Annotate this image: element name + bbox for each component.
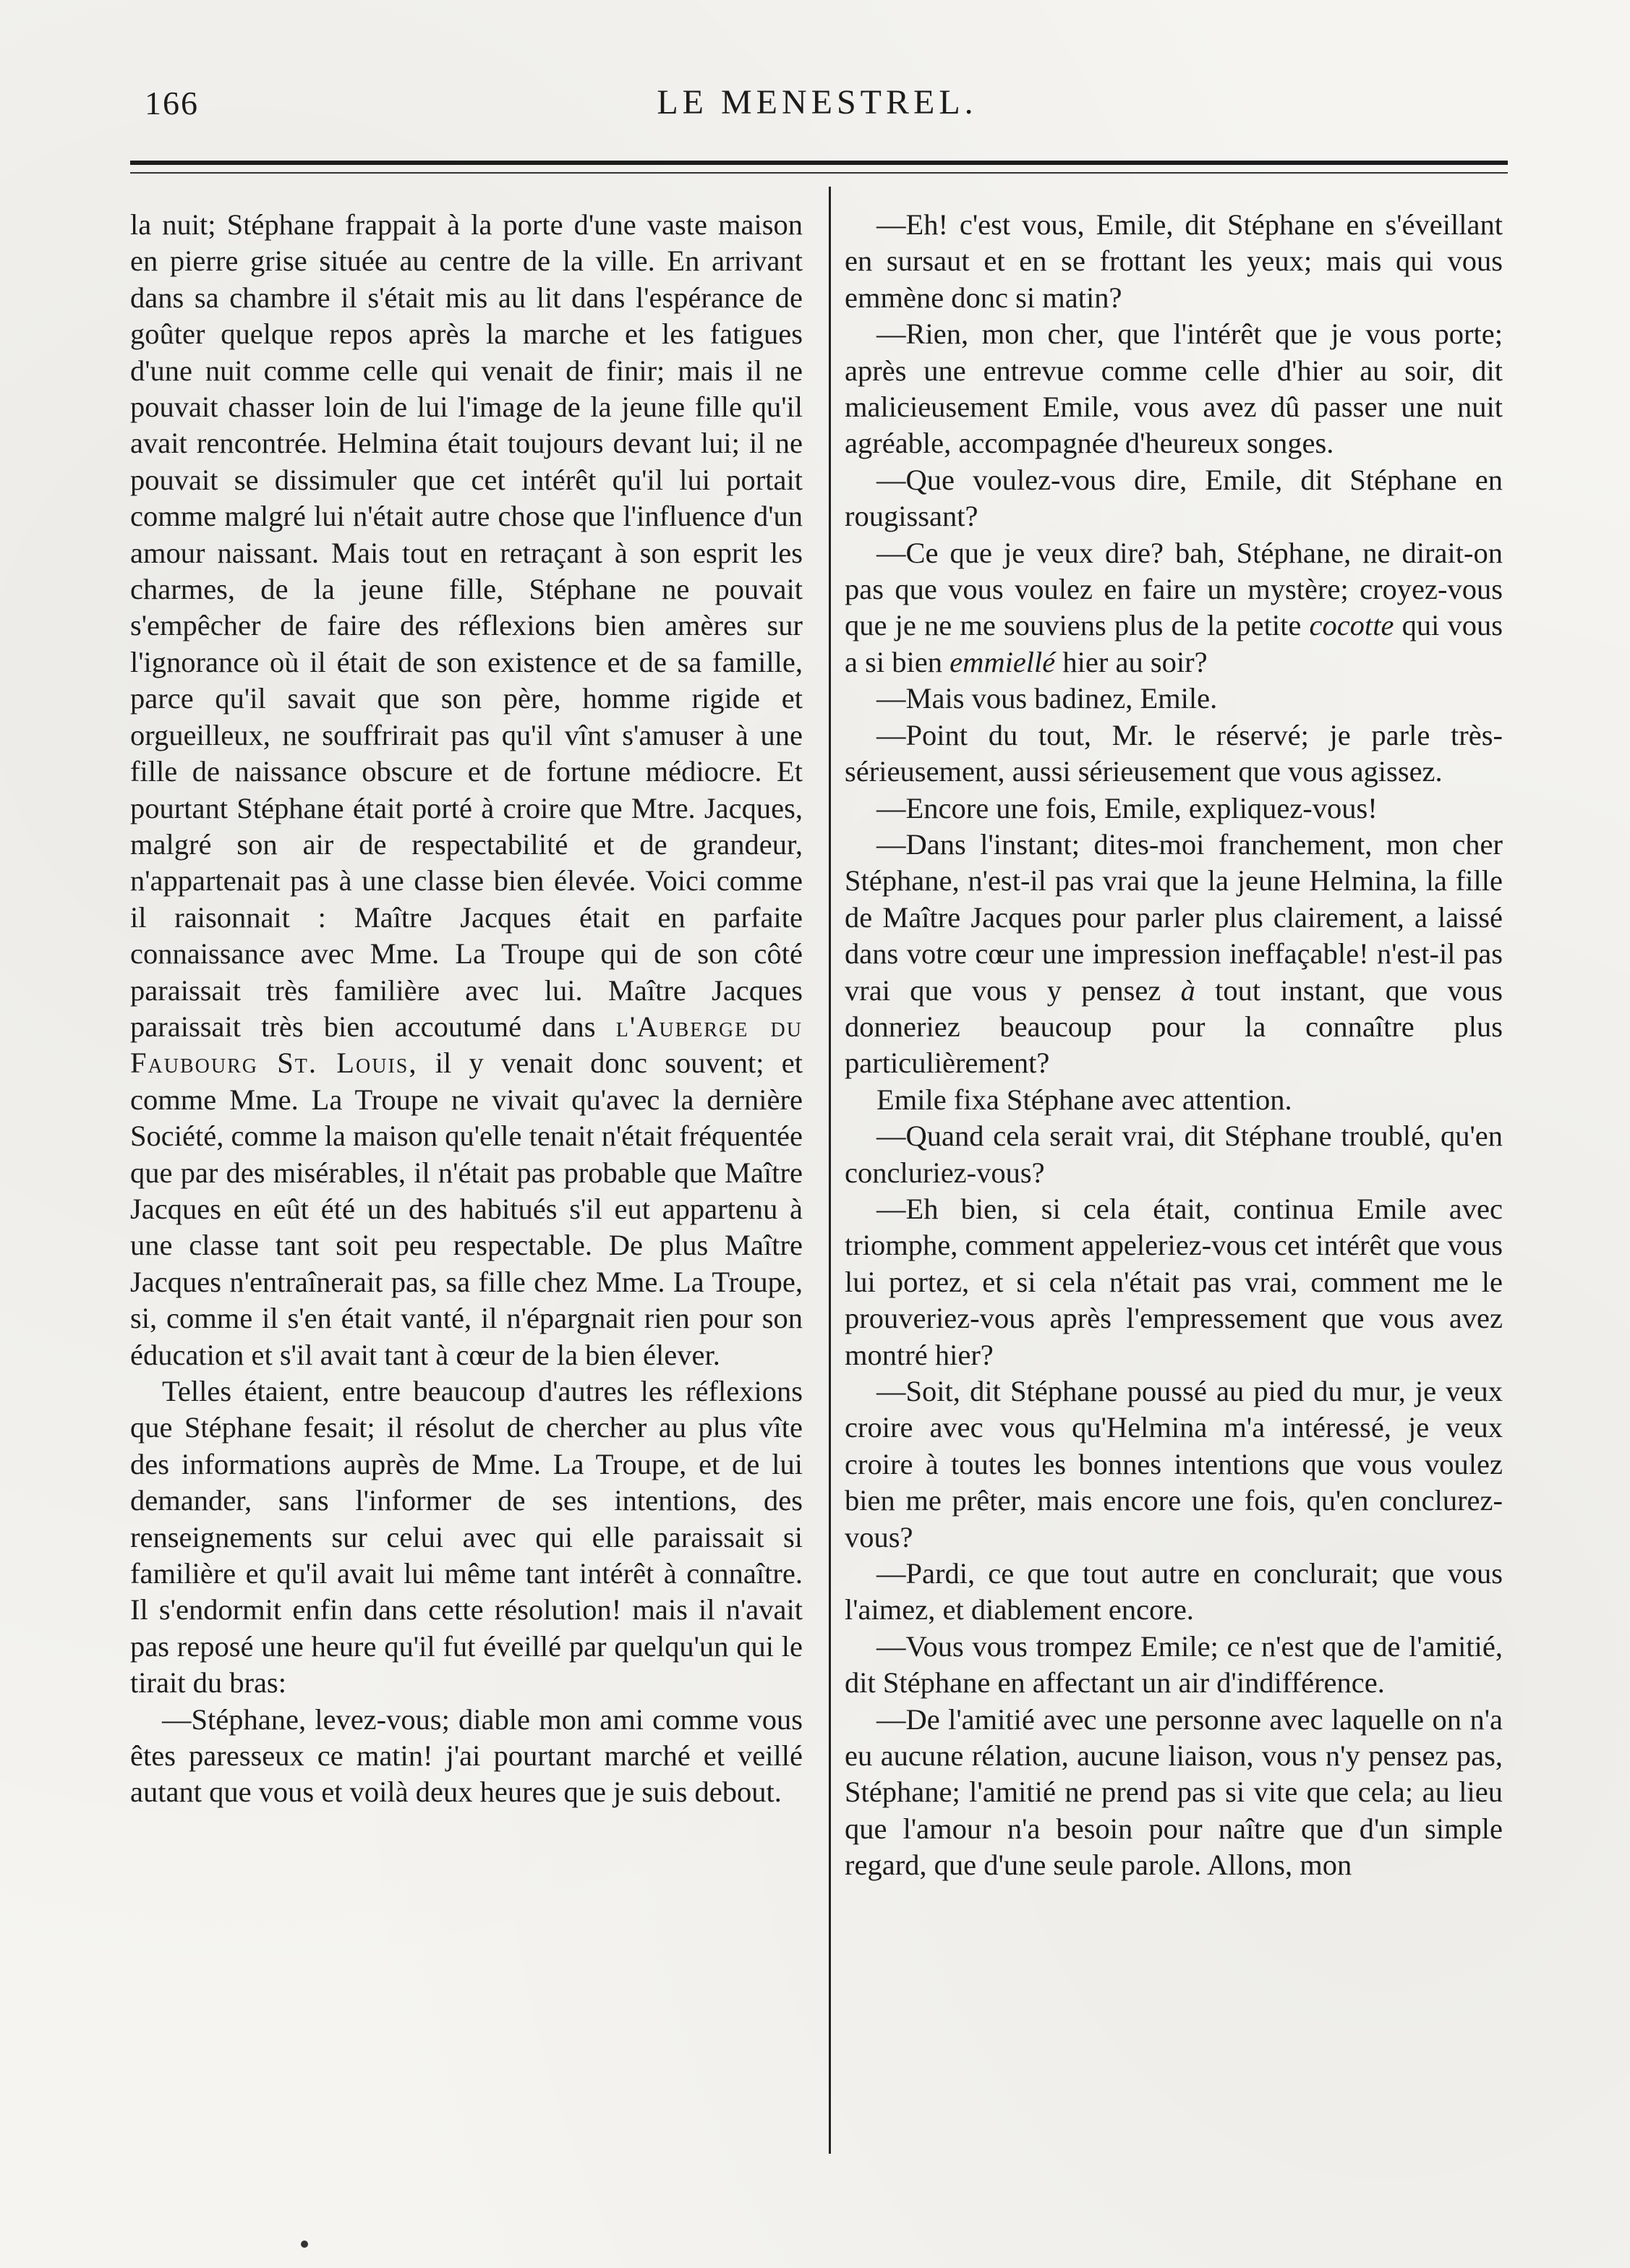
right-paragraph-13: —Pardi, ce que tout autre en conclurait; que vous l'aimez, et diablement encore. — [845, 1557, 1503, 1627]
right-paragraph-15: —De l'amitié avec une personne avec laquelle on n'a eu aucune rélation, aucune liaison, vous n'y pensez pas, Stéphane; l'amitié ne prend pas si vite que cela; au lieu que l'amour n'a besoin pour naître que d'un simple regard, que d'une seule parole. Allons, mon — [845, 1702, 1503, 1882]
right-paragraph-3: —Que voulez-vous dire, Emile, dit Stéphane en rougissant? — [845, 463, 1503, 533]
right-paragraph-4-a: —Ce que je veux dire? bah, Stéphane, ne dirait-on pas que vous voulez en faire un mystère; croyez-vous que je ne me souviens plus de la petite — [845, 536, 1503, 642]
inn-name: l'Auberge du Faubourg St. Louis, — [130, 1010, 803, 1080]
right-paragraph-9: Emile fixa Stéphane avec attention. — [876, 1083, 1292, 1116]
right-paragraph-4-italic-1: cocotte — [1309, 609, 1394, 642]
header-rule-thin — [130, 172, 1508, 174]
right-paragraph-8-a: —Dans l'instant; dites-moi franchement, mon cher Stéphane, n'est-il pas vrai que la jeune Helmina, la fille de Maître Jacques pour parler plus clairement, a laissé dans votre cœur une impression ineffaçable! n'est-il pas vrai que vous y pensez — [845, 827, 1503, 1007]
column-divider — [829, 187, 831, 2154]
left-column — [130, 207, 803, 1811]
running-title: LE MENESTREL. — [657, 83, 978, 122]
left-paragraph-2: Telles étaient, entre beaucoup d'autres les réflexions que Stéphane fesait; il résolut de chercher au plus vîte des informations auprès de Mme. La Troupe, et de lui demander, sans l'informer de ses intentions, des renseignements sur celui avec qui elle paraissait si familière et qu'il avait lui même tant intérêt à connaître. Il s'endormit enfin dans cette résolution! mais il n'avait pas reposé une heure qu'il fut éveillé par quelqu'un qui le tirait du bras: — [130, 1375, 803, 1700]
right-paragraph-6: —Point du tout, Mr. le réservé; je parle très-sérieusement, aussi sérieusement que vous agissez. — [845, 718, 1503, 788]
right-paragraph-4-italic-2: emmiellé — [950, 645, 1056, 678]
page-header — [130, 78, 1504, 136]
right-paragraph-4-c: hier au soir? — [1062, 645, 1208, 678]
right-paragraph-4-b: qui vous a si bien — [845, 609, 1503, 678]
right-paragraph-1: —Eh! c'est vous, Emile, dit Stéphane en s'éveillant en sursaut et en se frottant les yeux; mais qui vous emmène donc si matin? — [845, 208, 1503, 314]
right-column — [845, 207, 1503, 1884]
right-paragraph-2: —Rien, mon cher, que l'intérêt que je vous porte; après une entrevue comme celle d'hier au soir, dit malicieusement Emile, vous avez dû passer une nuit agréable, accompagnée d'heureux songes. — [845, 317, 1503, 460]
left-paragraph-1 — [130, 207, 803, 1373]
right-paragraph-8 — [845, 827, 1503, 1082]
right-paragraph-8-italic: à — [1180, 973, 1195, 1007]
ink-speck — [301, 2241, 308, 2248]
right-paragraph-11: —Eh bien, si cela était, continua Emile avec triomphe, comment appeleriez-vous cet intérêt que vous lui portez, et si cela n'était pas vrai, comment me le prouveriez-vous après l'empressement que vous avez montré hier? — [845, 1192, 1503, 1371]
right-paragraph-12: —Soit, dit Stéphane poussé au pied du mur, je veux croire avec vous qu'Helmina m'a intéressé, je veux croire à toutes les bonnes intentions que vous voulez bien me prêter, mais encore une fois, qu'en conclurez-vous? — [845, 1375, 1503, 1553]
right-paragraph-7: —Encore une fois, Emile, expliquez-vous! — [876, 791, 1378, 824]
right-paragraph-4 — [845, 535, 1503, 681]
left-paragraph-1-end: il y venait donc souvent; et comme Mme. La Troupe ne vivait qu'avec la dernière Société, comme la maison qu'elle tenait n'était fréquentée que par des misérables, il n'était pas probable que Maître Jacques en eût été un des habitués s'il eut appartenu à une classe tant soit peu respectable. De plus Maître Jacques n'entraînerait pas, sa fille chez Mme. La Troupe, si, comme il s'en était vanté, il n'épargnait rien pour son éducation et s'il avait tant à cœur de la bien élever. — [130, 1046, 803, 1371]
right-paragraph-10: —Quand cela serait vrai, dit Stéphane troublé, qu'en concluriez-vous? — [845, 1120, 1503, 1189]
left-paragraph-3: —Stéphane, levez-vous; diable mon ami comme vous êtes paresseux ce matin! j'ai pourtant marché et veillé autant que vous et voilà deux heures que je suis debout. — [130, 1702, 803, 1809]
left-paragraph-1-text: la nuit; Stéphane frappait à la porte d'une vaste maison en pierre grise située au centre de la ville. En arrivant dans sa chambre il s'était mis au lit dans l'espérance de goûter quelque repos après la marche et les fatigues d'une nuit comme celle qui venait de finir; mais il ne pouvait chasser loin de lui l'image de la jeune fille qu'il avait rencontrée. Helmina était toujours devant lui; il ne pouvait se dissimuler que cet intérêt qu'il lui portait comme malgré lui n'était autre chose que l'influence d'un amour naissant. Mais tout en retraçant à son esprit les charmes, de la jeune fille, Stéphane ne pouvait s'empêcher de faire des réflexions bien amères sur l'ignorance où il était de son existence et de sa famille, parce qu'il savait que son père, homme rigide et orgueilleux, ne souffrirait pas qu'il vînt s'amuser à une fille de naissance obscure et de fortune médiocre. Et pourtant Stéphane était porté à croire que Mtre. Jacques, malgré son air de respectabilité et de grandeur, n'appartenait pas à une classe bien élevée. Voici comme il raisonnait : Maître Jacques était en parfaite connaissance avec Mme. La Troupe qui de son côté paraissait très familière avec lui. Maître Jacques paraissait très bien accoutumé dans — [130, 208, 803, 1043]
header-rule-thick — [130, 161, 1508, 165]
right-paragraph-5: —Mais vous badinez, Emile. — [876, 682, 1218, 715]
page-number: 166 — [145, 85, 199, 122]
right-paragraph-8-b: tout instant, que vous donneriez beaucoup pour la connaître plus particulièrement? — [845, 973, 1503, 1080]
right-paragraph-14: —Vous vous trompez Emile; ce n'est que de l'amitié, dit Stéphane en affectant un air d'indifférence. — [845, 1629, 1503, 1700]
